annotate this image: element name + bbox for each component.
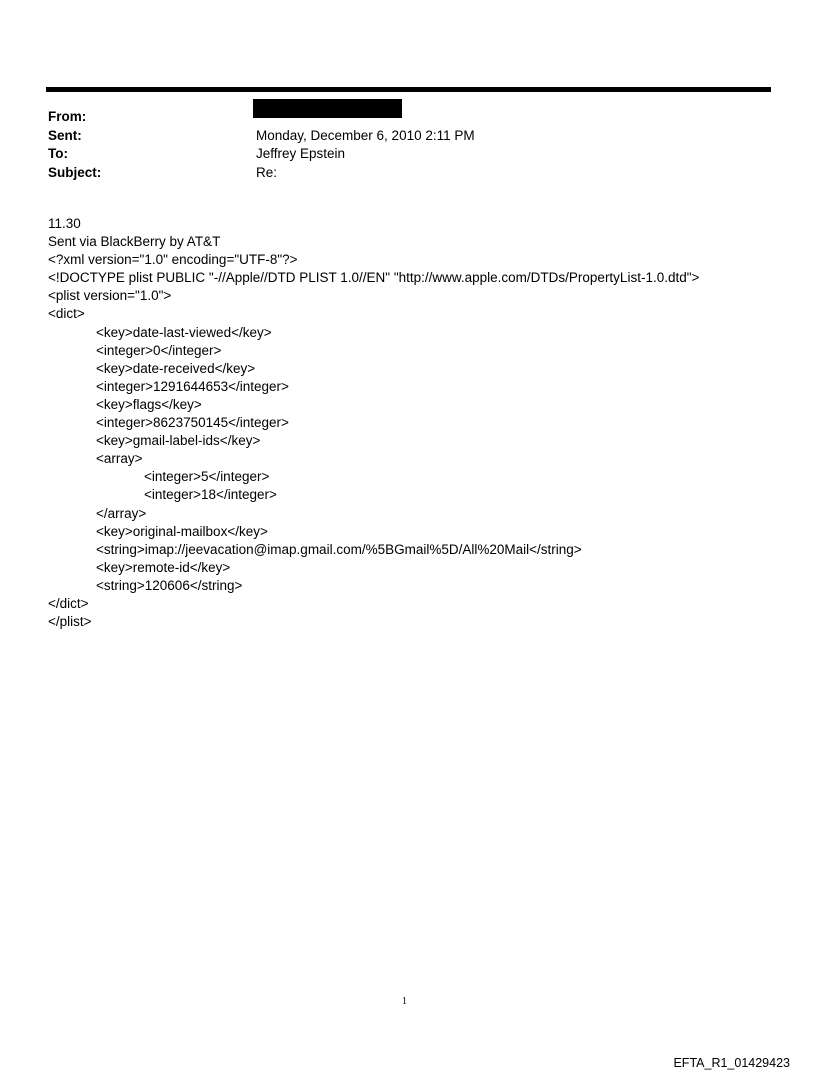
body-line: 11.30 [48,216,81,231]
sent-label: Sent: [48,127,82,143]
body-line: <integer>5</integer> [144,469,270,485]
body-line: <key>flags</key> [96,396,202,412]
body-line: <string>120606</string> [96,577,243,593]
body-line: <key>date-last-viewed</key> [96,324,272,340]
body-line: <key>original-mailbox</key> [96,523,268,539]
body-line: <integer>1291644653</integer> [96,378,289,394]
body-line: <plist version="1.0"> [48,288,172,304]
body-line: </array> [96,505,147,521]
body-line: <integer>0</integer> [96,342,222,358]
body-line: <dict> [48,306,85,322]
body-line: <string>imap://jeevacation@imap.gmail.com/%5BGmail%5D/All%20Mail</string> [96,541,582,557]
bates-number: EFTA_R1_01429423 [673,1056,790,1070]
body-line: Sent via BlackBerry by AT&T [48,234,221,250]
top-divider-rule [46,87,771,92]
page-number: 1 [402,996,407,1007]
redaction-box [253,99,402,118]
body-line: <integer>8623750145</integer> [96,415,289,431]
subject-label: Subject: [48,164,102,180]
body-line: <!DOCTYPE plist PUBLIC "-//Apple//DTD PLIST 1.0//EN" "http://www.apple.com/DTDs/PropertyList-1.0.dtd"> [48,270,700,286]
body-line: <array> [96,451,143,467]
to-label: To: [48,146,68,161]
subject-value: Re: [256,164,278,180]
body-line: <key>remote-id</key> [96,559,231,575]
to-value: Jeffrey Epstein [256,146,346,161]
sent-value: Monday, December 6, 2010 2:11 PM [256,127,475,143]
body-line: </dict> [48,595,89,611]
body-line: <integer>18</integer> [144,487,277,503]
body-line: <?xml version="1.0" encoding="UTF-8"?> [48,252,298,268]
body-line: <key>gmail-label-ids</key> [96,433,261,449]
from-label: From: [48,109,87,124]
body-line: </plist> [48,614,92,630]
body-line: <key>date-received</key> [96,360,256,376]
email-body [48,215,699,631]
